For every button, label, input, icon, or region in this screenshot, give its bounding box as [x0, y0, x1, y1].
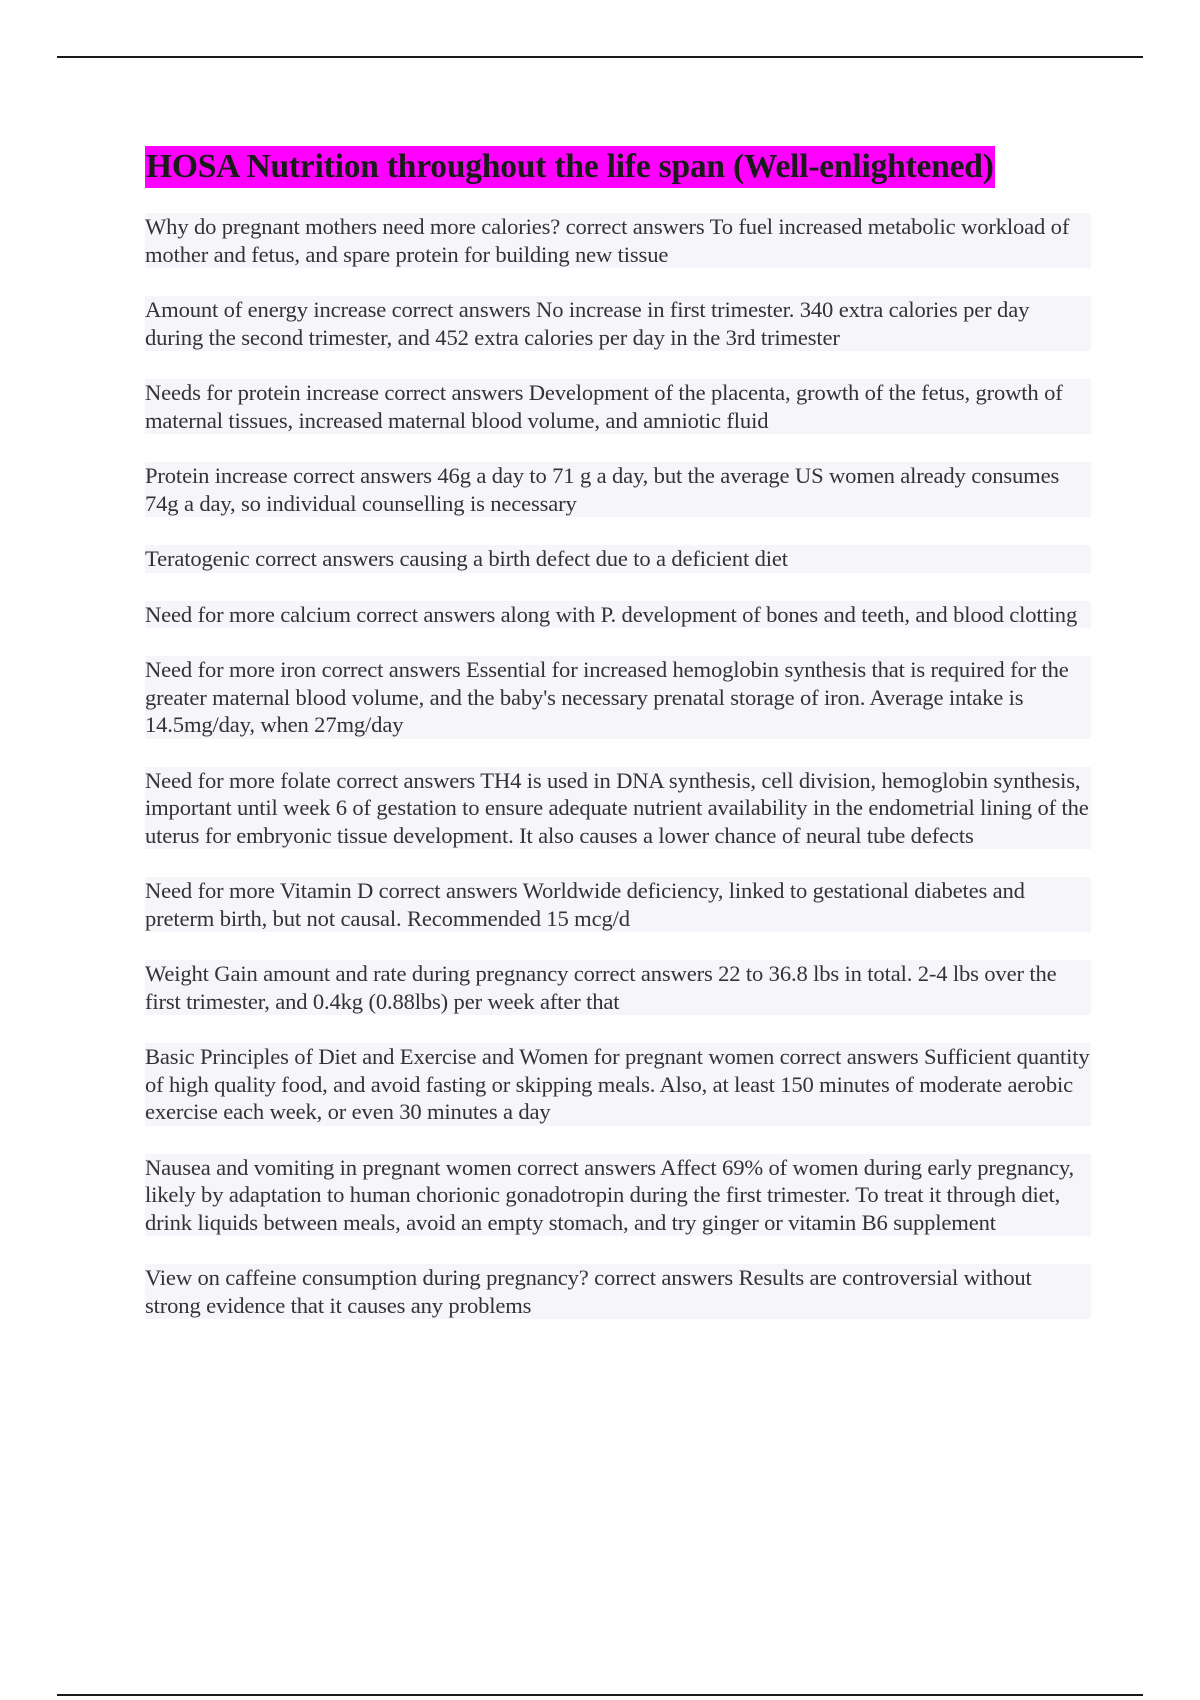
- qa-item: Nausea and vomiting in pregnant women correct answers Affect 69% of women during early pregnancy, likely by adaptation to human chorionic gonadotropin during the first trimester. To treat it through diet, drink liquids between meals, avoid an empty stomach, and try ginger or vitamin B6 supplement: [145, 1154, 1091, 1237]
- bottom-rule: [57, 1694, 1143, 1696]
- qa-list: [145, 213, 1091, 1319]
- qa-item: Why do pregnant mothers need more calories? correct answers To fuel increased metabolic workload of mother and fetus, and spare protein for building new tissue: [145, 213, 1091, 268]
- qa-item: Teratogenic correct answers causing a birth defect due to a deficient diet: [145, 545, 1091, 573]
- top-rule: [57, 56, 1143, 58]
- qa-item: Need for more folate correct answers TH4 is used in DNA synthesis, cell division, hemoglobin synthesis, important until week 6 of gestation to ensure adequate nutrient availability in the endometrial lining of the uterus for embryonic tissue development. It also causes a lower chance of neural tube defects: [145, 767, 1091, 850]
- document-body: [145, 146, 1091, 1347]
- qa-item: Basic Principles of Diet and Exercise and Women for pregnant women correct answers Sufficient quantity of high quality food, and avoid fasting or skipping meals. Also, at least 150 minutes of moderate aerobic exercise each week, or even 30 minutes a day: [145, 1044, 1090, 1124]
- qa-item: Need for more calcium correct answers along with P. development of bones and teeth, and blood clotting: [145, 601, 1091, 629]
- qa-item: View on caffeine consumption during pregnancy? correct answers Results are controversial without strong evidence that it causes any problems: [145, 1264, 1091, 1319]
- qa-item: Weight Gain amount and rate during pregnancy correct answers 22 to 36.8 lbs in total. 2-4 lbs over the first trimester, and 0.4kg (0.88lbs) per week after that: [145, 960, 1091, 1015]
- qa-item: Protein increase correct answers 46g a day to 71 g a day, but the average US women already consumes 74g a day, so individual counselling is necessary: [145, 462, 1091, 517]
- qa-item: Amount of energy increase correct answers No increase in first trimester. 340 extra calories per day during the second trimester, and 452 extra calories per day in the 3rd trimester: [145, 296, 1091, 351]
- qa-item: Needs for protein increase correct answers Development of the placenta, growth of the fetus, growth of maternal tissues, increased maternal blood volume, and amniotic fluid: [145, 379, 1091, 434]
- document-title: HOSA Nutrition throughout the life span (Well-enlightened): [145, 146, 995, 188]
- qa-item: Need for more iron correct answers Essential for increased hemoglobin synthesis that is required for the greater maternal blood volume, and the baby's necessary prenatal storage of iron. Average intake is 14.5mg/day, when 27mg/day: [145, 656, 1091, 739]
- qa-item: Need for more Vitamin D correct answers Worldwide deficiency, linked to gestational diabetes and preterm birth, but not causal. Recommended 15 mcg/d: [145, 877, 1091, 932]
